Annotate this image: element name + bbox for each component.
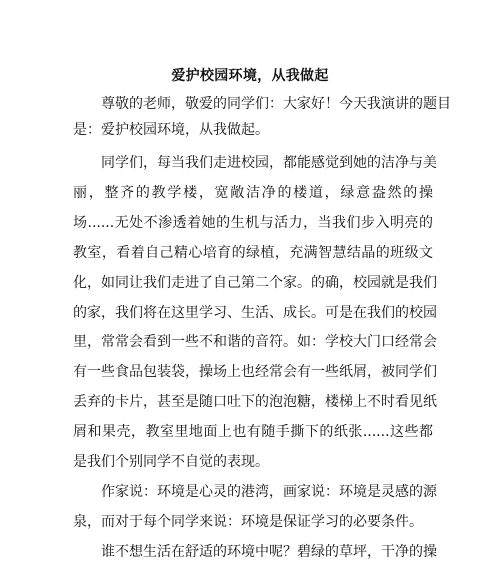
document-title: 爱护校园环境，从我做起 xyxy=(171,68,329,84)
text-line: 作家说：环境是心灵的港湾，画家说：环境是灵感的源 xyxy=(101,484,437,500)
text-line: 教室，看着自己精心培育的绿植，充满智慧结晶的班级文 xyxy=(73,245,433,261)
text-line: 场......无处不渗透着她的生机与活力，当我们步入明亮的 xyxy=(73,215,433,231)
text-line: 丢弃的卡片，甚至是随口吐下的泡泡糖，楼梯上不时看见纸 xyxy=(73,394,437,410)
text-line: 的家，我们将在这里学习、生活、成长。可是在我们的校园 xyxy=(73,305,437,321)
text-line: 里，常常会看到一些不和谐的音符。如：学校大门口经常会 xyxy=(73,334,437,350)
text-line: 同学们，每当我们走进校园，都能感觉到她的洁净与美 xyxy=(101,155,437,171)
text-line: 谁不想生活在舒适的环境中呢？碧绿的草坪，干净的操 xyxy=(101,544,437,560)
text-line: 有一些食品包装袋，操场上也经常会有一些纸屑，被同学们 xyxy=(73,364,437,380)
text-line: 是：爱护校园环境，从我做起。 xyxy=(73,122,269,138)
text-line: 尊敬的老师，敬爱的同学们：大家好！今天我演讲的题目 xyxy=(101,96,451,112)
text-line: 泉，而对于每个同学来说：环境是保证学习的必要条件。 xyxy=(73,514,423,530)
text-line: 是我们个别同学不自觉的表现。 xyxy=(73,454,269,470)
text-line: 屑和果壳，教室里地面上也有随手撕下的纸张......这些都 xyxy=(73,424,433,440)
text-line: 丽，整齐的教学楼，宽敞洁净的楼道，绿意盎然的操 xyxy=(73,185,433,201)
text-line: 化，如同让我们走进了自己第二个家。的确，校园就是我们 xyxy=(73,275,437,291)
